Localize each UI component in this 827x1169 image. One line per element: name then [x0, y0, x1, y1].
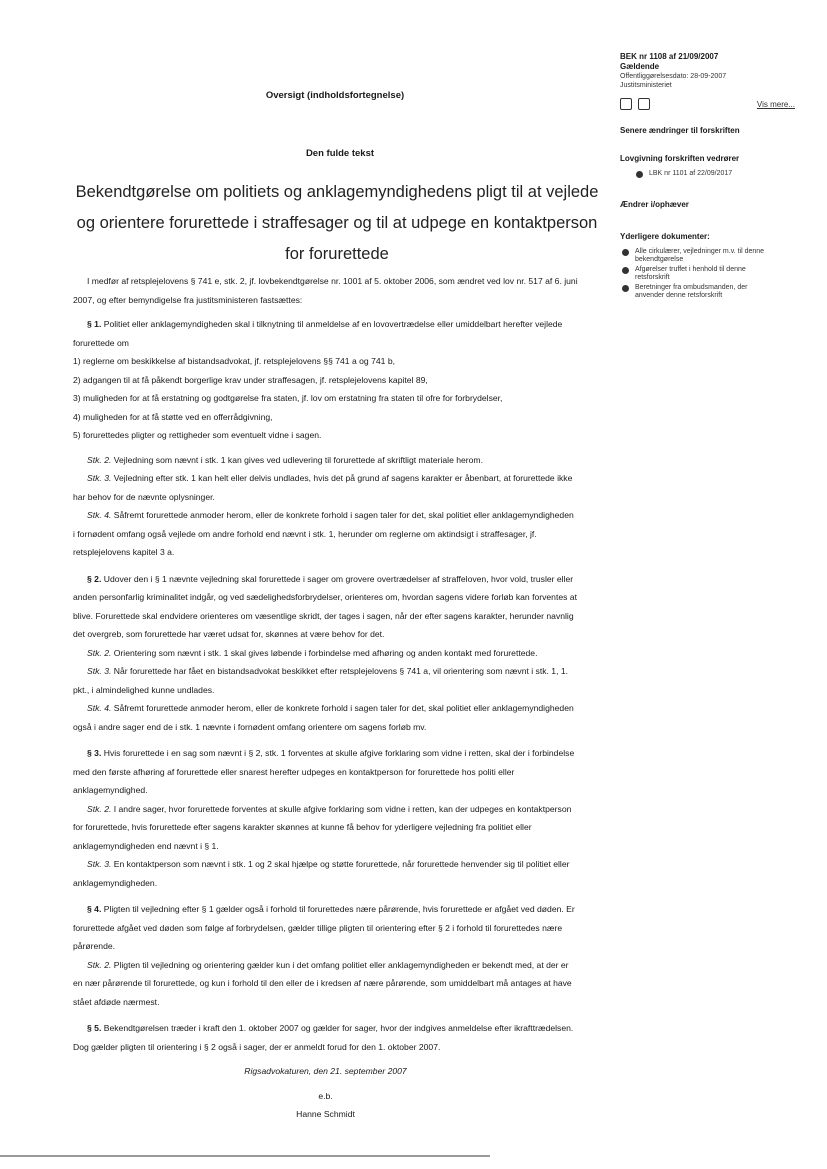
- stk: Stk. 3. Når forurettede har fået en bistandsadvokat beskikket efter retsplejelovens § 741 a, vil orientering som nævnt i stk. 1, 1. pkt., i almindelighed kunne undlades.: [73, 666, 569, 695]
- doc-link-beretninger[interactable]: Beretninger fra ombudsmanden, der anvender denne retsforskrift: [622, 284, 772, 300]
- publication-date: Offentliggørelsesdato: 28-09-2007: [620, 73, 727, 80]
- paragraph-number: § 1.: [87, 319, 102, 329]
- document-body: [73, 272, 578, 1124]
- stk: Stk. 4. Såfremt forurettede anmoder herom, eller de konkrete forhold i sagen taler for det, skal politiet eller anklagemyndigheden i fornødent omfang også vejlede om andre forhold end nævnt i stk. 1, herunder om reglerne om aktindsigt i straffesager, jf. retsplejelovens kapitel 3 a.: [73, 510, 574, 557]
- bullet-icon: [636, 171, 643, 178]
- tool-row: [620, 98, 795, 110]
- doc-link-cirkulaerer[interactable]: Alle cirkulærer, vejledninger m.v. til denne bekendtgørelse: [622, 248, 772, 264]
- signature-eb: e.b.: [318, 1090, 333, 1101]
- yderligere-heading: Yderligere dokumenter:: [620, 232, 710, 241]
- paragraph-5: § 5. Bekendtgørelsen træder i kraft den 1. oktober 2007 og gælder for sager, hvor der indgives anmeldelse efter ikrafttrædelsen. Dog gælder pligten til orientering i § 2 også i sager, der er anmeldt forud for den 1. oktober 2007.: [73, 1023, 574, 1052]
- list-item: 1) reglerne om beskikkelse af bistandsadvokat, jf. retsplejelovens §§ 741 a og 741 b,: [73, 356, 395, 366]
- list-item: 2) adgangen til at få påkendt borgerlige krav under straffesagen, jf. retsplejelovens kapitel 89,: [73, 374, 428, 385]
- page-title: Bekendtgørelse om politiets og anklagemyndighedens pligt til at vejlede og orientere forurettede i straffesager og til at udpege en kontaktperson for forurettede: [75, 183, 599, 263]
- list-item: 5) forurettedes pligter og rettigheder som eventuelt vidne i sagen.: [73, 430, 322, 440]
- lovgivning-heading: Lovgivning forskriften vedrører: [620, 154, 740, 163]
- ministry: Justitsministeriet: [620, 82, 672, 89]
- paragraph-4: § 4. Pligten til vejledning efter § 1 gælder også i forhold til forurettedes nære pårørende, hvis forurettede er afgået ved døden. Er forurettede afgået ved døden som følge af forbrydelsen, gælder tillige pligten til orientering efter § 2 i forhold til forurettedes nære pårørende.: [73, 904, 575, 951]
- bullet-icon: [622, 267, 629, 274]
- vis-mere-link[interactable]: Vis mere...: [756, 99, 795, 109]
- scan-edge-divider: [0, 1155, 490, 1157]
- paragraph-1: § 1. Politiet eller anklagemyndigheden skal i tilknytning til anmeldelse af en lovovertrædelse eller umiddelbart herefter vejlede forurettede om: [73, 319, 563, 348]
- paragraph-number: § 3.: [87, 748, 102, 758]
- signature-name: Hanne Schmidt: [296, 1109, 355, 1119]
- paragraph-number: § 4.: [87, 904, 102, 914]
- stk: Stk. 3. Vejledning efter stk. 1 kan helt eller delvis undlades, hvis det på grund af sagens karakter er åbenbart, at forurettede ikke har behov for de nævnte oplysninger.: [73, 473, 573, 502]
- paragraph-2: § 2. Udover den i § 1 nævnte vejledning skal forurettede i sager om grovere overtrædelser af straffeloven, hvor vold, trusler eller anden personfarlig kriminalitet indgår, og ved sædelighedsforbrydelser, orienteres om, hvordan sagens videre forløb kan forventes at blive. Forurettede skal endvidere orienteres om væsentlige skridt, der tages i sagen, når der efter sagens karakter, herunder navnlig det overgreb, som forurettede har været udsat for, skønnes at være behov for det.: [73, 573, 577, 639]
- stk: Stk. 2. Pligten til vejledning og orientering gælder kun i det omfang politiet eller anklagemyndigheden er bekendt med, at der er en nær pårørende til forurettede, og kun i forhold til den eller de i kredsen af nære pårørende, som umiddelbart må antages at have stået afdøde nærmest.: [73, 959, 572, 1007]
- stk: Stk. 2. Vejledning som nævnt i stk. 1 kan gives ved udlevering til forurettede af skriftligt materiale herom.: [87, 454, 483, 465]
- stk: Stk. 3. En kontaktperson som nævnt i stk. 1 og 2 skal hjælpe og støtte forurettede, når forurettede henvender sig til politiet eller anklagemyndigheden.: [73, 859, 570, 888]
- sidebar: [620, 52, 795, 300]
- doc-link-afgoerelser[interactable]: Afgørelser truffet i henhold til denne retsforskrift: [622, 266, 772, 282]
- list-item: 4) muligheden for at få støtte ved en offerrådgivning,: [73, 411, 273, 422]
- documents-list: [620, 248, 772, 300]
- stk: Stk. 4. Såfremt forurettede anmoder herom, eller de konkrete forhold i sagen taler for det, skal politiet eller anklagemyndigheden også i andre sager end de i stk. 1 nævnte i fornødent omfang orientere om sagens forløb mv.: [73, 703, 574, 732]
- bullet-icon: [622, 285, 629, 292]
- intro-paragraph: I medfør af retsplejelovens § 741 e, stk. 2, jf. lovbekendtgørelse nr. 1001 af 5. oktober 2006, som ændret ved lov nr. 517 af 6. juni 2007, og efter bemyndigelse fra justitsministeren fastsættes:: [73, 276, 578, 305]
- overview-link[interactable]: Oversigt (indholdsfortegnelse): [265, 90, 405, 101]
- aendrer-heading: Ændrer i/ophæver: [620, 200, 689, 209]
- list-item: 3) muligheden for at få erstatning og godtgørelse fra staten, jf. lov om erstatning fra staten til ofre for forbrydelser,: [73, 393, 503, 403]
- stk: Stk. 2. Orientering som nævnt i stk. 1 skal gives løbende i forbindelse med afhøring og anden kontakt med forurettede.: [87, 647, 538, 658]
- lbk-link[interactable]: LBK nr 1101 af 22/09/2017: [620, 170, 795, 178]
- paragraph-number: § 5.: [87, 1023, 102, 1033]
- status-badge: Gældende: [620, 62, 660, 71]
- paragraph-3: § 3. Hvis forurettede i en sag som nævnt i § 2, stk. 1 forventes at skulle afgive forklaring som vidne i retten, skal der i forbindelse med den første afhøring af forurettede eller snarest herefter udpeges en kontaktperson for forurettede hos politi eller anklagemyndighed.: [73, 748, 575, 795]
- full-text-link[interactable]: Den fulde tekst: [305, 148, 375, 159]
- signature-place: Rigsadvokaturen, den 21. september 2007: [244, 1066, 407, 1076]
- senere-link[interactable]: Senere ændringer til forskriften: [620, 126, 740, 135]
- paragraph-number: § 2.: [87, 573, 102, 584]
- bullet-icon: [622, 249, 629, 256]
- bek-number: BEK nr 1108 af 21/09/2007: [620, 52, 719, 61]
- stk: Stk. 2. I andre sager, hvor forurettede forventes at skulle afgive forklaring som vidne i retten, kan der udpeges en kontaktperson for forurettede, hvis forurettede efter sagens karakter skønnes at kunne få behov for yderligere vejledning fra politiet eller anklagemyndigheden end nævnt i § 1.: [73, 803, 572, 851]
- pdf-icon[interactable]: [638, 98, 650, 110]
- print-icon[interactable]: [620, 98, 632, 110]
